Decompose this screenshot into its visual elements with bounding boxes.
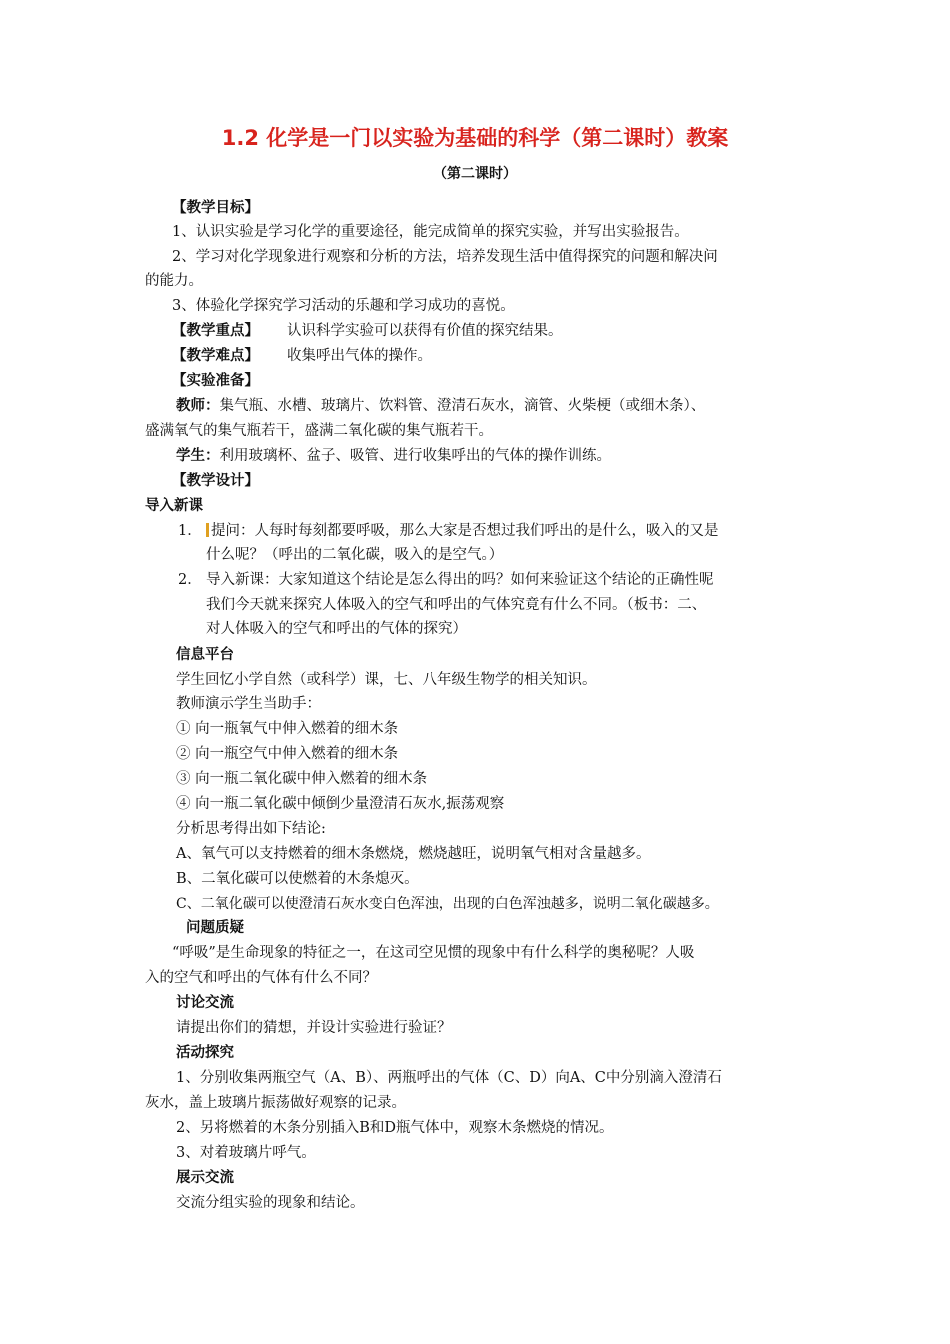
intro-item-1: 提问：人每时每刻都要呼吸，那么大家是否想过我们呼出的是什么，吸入的又是	[206, 521, 719, 541]
activity-line: 3、对着玻璃片呼气。	[176, 1145, 316, 1161]
document-subtitle: （第二课时）	[433, 166, 517, 182]
difficulty-text: 收集呼出气体的操作。	[287, 348, 432, 364]
discussion-text: 请提出你们的猜想，并设计实验进行验证？	[176, 1020, 452, 1036]
info-line: ① 向一瓶氧气中伸入燃着的细木条	[176, 721, 399, 737]
teacher-row	[176, 396, 705, 416]
question-heading: 问题质疑	[186, 920, 244, 936]
objective-item: 1、认识实验是学习化学的重要途径，能完成简单的探究实验，并写出实验报告。	[172, 224, 689, 240]
student-row	[176, 446, 611, 466]
info-line: 教师演示学生当助手：	[176, 696, 321, 712]
activity-line: 1、分别收集两瓶空气（A、B）、两瓶呼出的气体（C、D）向A、C中分别滴入澄清石	[176, 1070, 722, 1086]
intro-item-2: 导入新课：大家知道这个结论是怎么得出的吗？如何来验证这个结论的正确性呢	[206, 572, 714, 588]
preparation-heading: 【实验准备】	[172, 373, 259, 389]
info-heading: 信息平台	[176, 647, 234, 663]
intro-item-2-num: 2．	[178, 572, 202, 588]
question-line: 入的空气和呼出的气体有什么不同？	[145, 970, 377, 986]
student-text: 利用玻璃杯、盆子、吸管、进行收集呼出的气体的操作训练。	[219, 448, 611, 464]
objective-item: 3、体验化学探究学习活动的乐趣和学习成功的喜悦。	[172, 298, 515, 314]
activity-line: 2、另将燃着的木条分别插入B和D瓶气体中，观察木条燃烧的情况。	[176, 1120, 614, 1136]
activity-line: 灰水，盖上玻璃片振荡做好观察的记录。	[145, 1095, 406, 1111]
info-line: ③ 向一瓶二氧化碳中伸入燃着的细木条	[176, 771, 428, 787]
intro-item-1-cont: 什么呢？（呼出的二氧化碳，吸入的是空气。）	[206, 547, 504, 563]
info-line: ② 向一瓶空气中伸入燃着的细木条	[176, 746, 399, 762]
document-title: 1.2 化学是一门以实验为基础的科学（第二课时）教案	[221, 126, 729, 150]
info-line: 分析思考得出如下结论:	[176, 821, 326, 837]
intro-item-2-cont: 对人体吸入的空气和呼出的气体的探究）	[206, 621, 467, 637]
difficulty-label: 【教学难点】	[172, 348, 259, 364]
info-line: 学生回忆小学自然（或科学）课，七、八年级生物学的相关知识。	[176, 672, 597, 688]
info-line: B、二氧化碳可以使燃着的木条熄灭。	[176, 871, 419, 887]
objective-item: 的能力。	[145, 273, 203, 289]
question-line: “呼吸”是生命现象的特征之一，在这司空见惯的现象中有什么科学的奥秘呢？人吸	[172, 945, 695, 961]
intro-heading: 导入新课	[145, 498, 203, 514]
design-heading: 【教学设计】	[172, 473, 259, 489]
activity-heading: 活动探究	[176, 1045, 234, 1061]
teacher-text: 集气瓶、水槽、玻璃片、饮料管、澄清石灰水，滴管、火柴梗（或细木条）、	[219, 398, 706, 414]
key-point-row	[172, 321, 563, 341]
objectives-heading: 【教学目标】	[172, 200, 259, 216]
intro-item-1-num: 1．	[178, 523, 202, 539]
key-point-label: 【教学重点】	[172, 323, 259, 339]
discussion-heading: 讨论交流	[176, 995, 234, 1011]
objective-item: 2、学习对化学现象进行观察和分析的方法，培养发现生活中值得探究的问题和解决问	[172, 249, 718, 265]
show-text: 交流分组实验的现象和结论。	[176, 1195, 365, 1211]
show-heading: 展示交流	[176, 1170, 234, 1186]
teacher-text-cont: 盛满氧气的集气瓶若干，盛满二氧化碳的集气瓶若干。	[145, 423, 493, 439]
difficulty-row	[172, 346, 432, 366]
teacher-label: 教师：	[176, 398, 220, 414]
key-point-text: 认识科学实验可以获得有价值的探究结果。	[287, 323, 563, 339]
info-line: A、氧气可以支持燃着的细木条燃烧，燃烧越旺，说明氧气相对含量越多。	[176, 846, 651, 862]
student-label: 学生：	[176, 448, 220, 464]
info-line: C、二氧化碳可以使澄清石灰水变白色浑浊，出现的白色浑浊越多，说明二氧化碳越多。	[176, 896, 719, 912]
intro-item-2-cont: 我们今天就来探究人体吸入的空气和呼出的气体究竟有什么不同。（板书：二、	[206, 597, 707, 613]
info-line: ④ 向一瓶二氧化碳中倾倒少量澄清石灰水,振荡观察	[176, 796, 505, 812]
cursor-mark	[206, 523, 209, 537]
